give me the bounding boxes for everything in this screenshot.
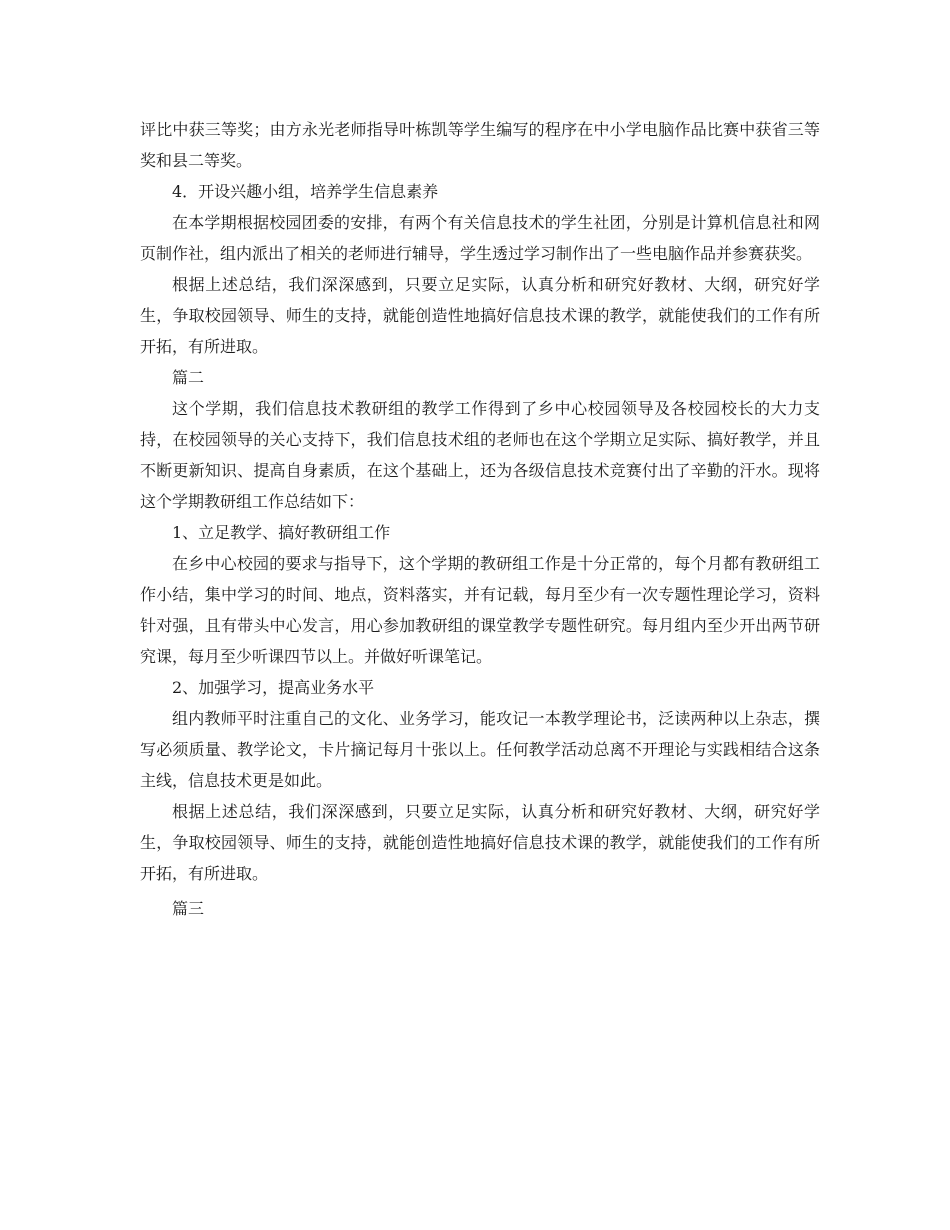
paragraph-teacher-study: 组内教师平时注重自己的文化、业务学习，能攻记一本教学理论书，泛读两种以上杂志，撰写必须质量、教学论文，卡片摘记每月十张以上。任何教学活动总离不开理论与实践相结合这条主线，信息技术更是如此。	[140, 709, 820, 790]
paragraph-student-clubs: 在本学期根据校园团委的安排，有两个有关信息技术的学生社团，分别是计算机信息社和网页制作社，组内派出了相关的老师进行辅导，学生透过学习制作出了一些电脑作品并参赛获奖。	[140, 213, 820, 263]
paragraph-research-group-work: 在乡中心校园的要求与指导下，这个学期的教研组工作是十分正常的，每个月都有教研组工作小结，集中学习的时间、地点，资料落实，并有记载，每月至少有一次专题性理论学习，资料针对强，且有带头中心发言，用心参加教研组的课堂教学专题性研究。每月组内至少开出两节研究课，每月至少听课四节以上。并做好听课笔记。	[140, 554, 820, 666]
subheading-teaching-research: 1、立足教学、搞好教研组工作	[172, 523, 391, 542]
subheading-interest-groups: 4．开设兴趣小组，培养学生信息素养	[172, 182, 439, 201]
section-title-part-3: 篇三	[172, 899, 205, 918]
document-page	[140, 114, 820, 924]
section-title-part-2: 篇二	[172, 368, 205, 387]
paragraph-continuation: 评比中获三等奖；由方永光老师指导叶栋凯等学生编写的程序在中小学电脑作品比赛中获省三等奖和县二等奖。	[140, 120, 820, 170]
paragraph-summary-1: 根据上述总结，我们深深感到，只要立足实际，认真分析和研究好教材、大纲，研究好学生，争取校园领导、师生的支持，就能创造性地搞好信息技术课的教学，就能使我们的工作有所开拓，有所进取。	[140, 275, 820, 356]
subheading-strengthen-study: 2、加强学习，提高业务水平	[172, 678, 375, 697]
paragraph-semester-intro: 这个学期，我们信息技术教研组的教学工作得到了乡中心校园领导及各校园校长的大力支持，在校园领导的关心支持下，我们信息技术组的老师也在这个学期立足实际、搞好教学，并且不断更新知识、提高自身素质，在这个基础上，还为各级信息技术竞赛付出了辛勤的汗水。现将这个学期教研组工作总结如下：	[140, 399, 820, 511]
paragraph-summary-2: 根据上述总结，我们深深感到，只要立足实际，认真分析和研究好教材、大纲，研究好学生，争取校园领导、师生的支持，就能创造性地搞好信息技术课的教学，就能使我们的工作有所开拓，有所进取。	[140, 802, 820, 883]
